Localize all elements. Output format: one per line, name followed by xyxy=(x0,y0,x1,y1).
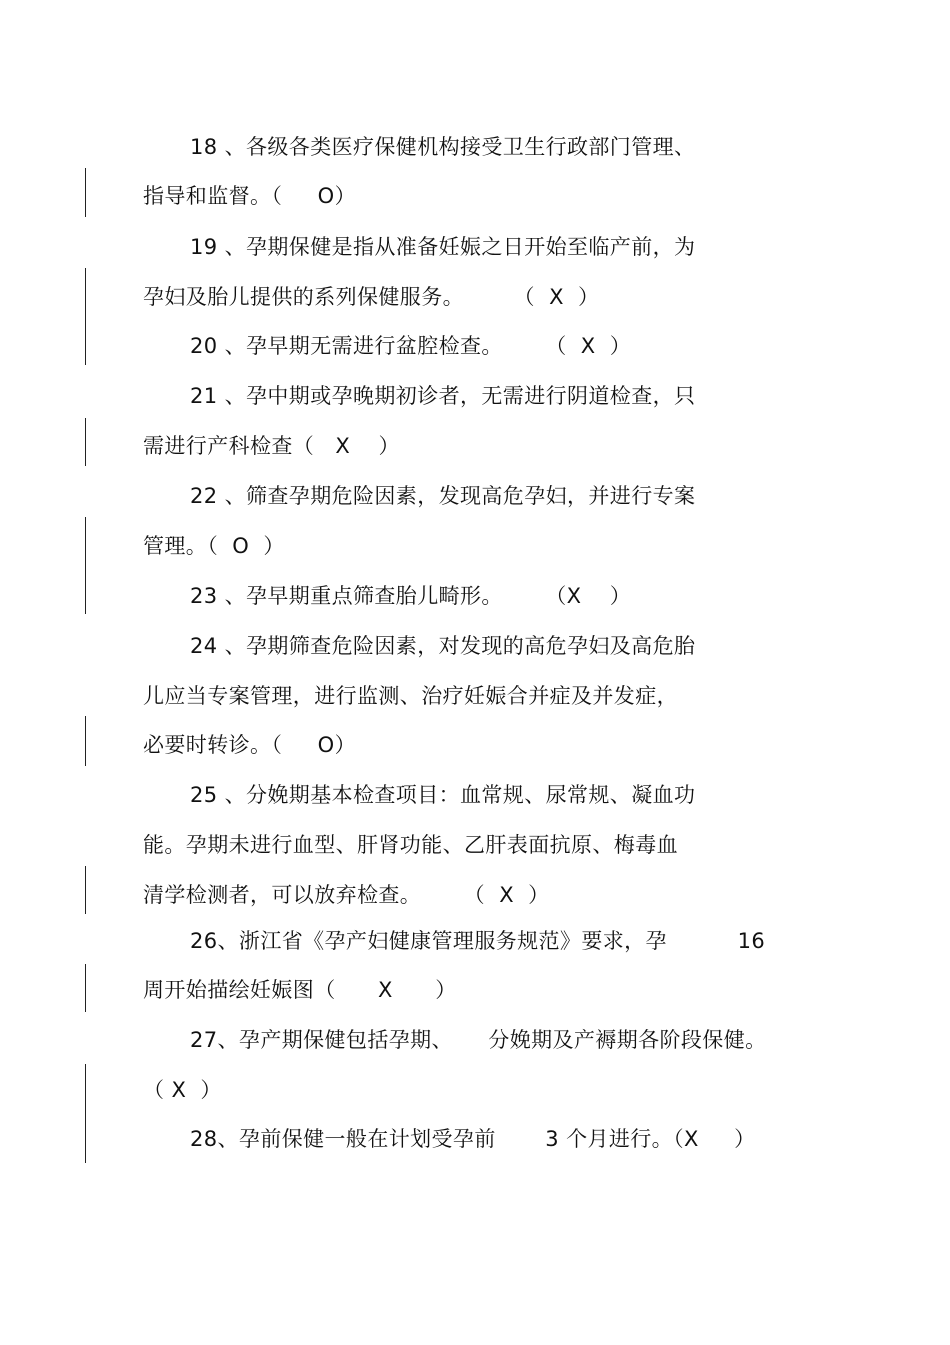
question-text: 孕中期或孕晚期初诊者，无需进行阴道检查，只 xyxy=(246,384,696,408)
question-text: 孕期筛查危险因素，对发现的高危孕妇及高危胎 xyxy=(246,634,696,658)
question-text: 各级各类医疗保健机构接受卫生行政部门管理、 xyxy=(246,135,696,159)
question-28-line-1 xyxy=(190,1124,756,1154)
question-number: 27、 xyxy=(190,1028,239,1052)
question-27-line-1 xyxy=(190,1025,767,1055)
question-23-line-1 xyxy=(190,581,631,611)
question-text: 孕期保健是指从准备妊娠之日开始至临产前，为 xyxy=(246,235,696,259)
margin-bar xyxy=(85,716,86,766)
question-19-line-2: 孕妇及胎儿提供的系列保健服务。 （ X ） xyxy=(143,285,600,309)
question-25-line-2: 能。孕期未进行血型、肝肾功能、乙肝表面抗原、梅毒血 xyxy=(143,833,678,857)
question-number: 21 、 xyxy=(190,384,246,408)
question-number: 23 、 xyxy=(190,584,246,608)
question-text: 浙江省《孕产妇健康管理服务规范》要求，孕 16 xyxy=(238,929,766,953)
margin-bar xyxy=(85,964,86,1012)
question-number: 26、 xyxy=(190,929,239,953)
question-number: 22 、 xyxy=(190,484,246,508)
question-18-line-2: 指导和监督。（ O） xyxy=(143,184,357,208)
question-text: 孕早期无需进行盆腔检查。 （ X ） xyxy=(246,334,632,358)
margin-bar xyxy=(85,168,86,217)
question-text: 孕产期保健包括孕期、 分娩期及产褥期各阶段保健。 xyxy=(238,1028,767,1052)
question-number: 25 、 xyxy=(190,783,246,807)
margin-bar xyxy=(85,268,86,365)
question-text: 分娩期基本检查项目：血常规、尿常规、凝血功 xyxy=(246,783,696,807)
margin-bar xyxy=(85,517,86,614)
question-21-line-1 xyxy=(190,381,695,411)
question-20-line-1 xyxy=(190,331,631,361)
question-number: 18 、 xyxy=(190,135,246,159)
question-number: 24 、 xyxy=(190,634,246,658)
question-18-line-1 xyxy=(190,132,695,162)
question-22-line-2: 管理。（ O ） xyxy=(143,534,285,558)
margin-bar xyxy=(85,418,86,466)
question-19-line-1 xyxy=(190,232,695,262)
question-25-line-1 xyxy=(190,780,695,810)
question-24-line-2: 儿应当专案管理，进行监测、治疗妊娠合并症及并发症， xyxy=(143,684,678,708)
question-26-line-1 xyxy=(190,926,765,956)
question-24-line-1 xyxy=(190,631,695,661)
question-number: 19 、 xyxy=(190,235,246,259)
margin-bar xyxy=(85,1064,86,1163)
question-27-line-2: （ X ） xyxy=(143,1078,222,1102)
question-22-line-1 xyxy=(190,481,695,511)
margin-bar xyxy=(85,866,86,914)
question-26-line-2: 周开始描绘妊娠图（ X ） xyxy=(143,978,457,1002)
question-number: 28、 xyxy=(190,1127,239,1151)
question-text: 筛查孕期危险因素，发现高危孕妇，并进行专案 xyxy=(246,484,696,508)
question-text: 孕早期重点筛查胎儿畸形。 （X ） xyxy=(246,584,632,608)
question-text: 孕前保健一般在计划受孕前 3 个月进行。（X ） xyxy=(238,1127,756,1151)
question-25-line-3: 清学检测者，可以放弃检查。 （ X ） xyxy=(143,883,550,907)
question-24-line-3: 必要时转诊。（ O） xyxy=(143,733,357,757)
question-21-line-2: 需进行产科检查（ X ） xyxy=(143,434,400,458)
question-number: 20 、 xyxy=(190,334,246,358)
